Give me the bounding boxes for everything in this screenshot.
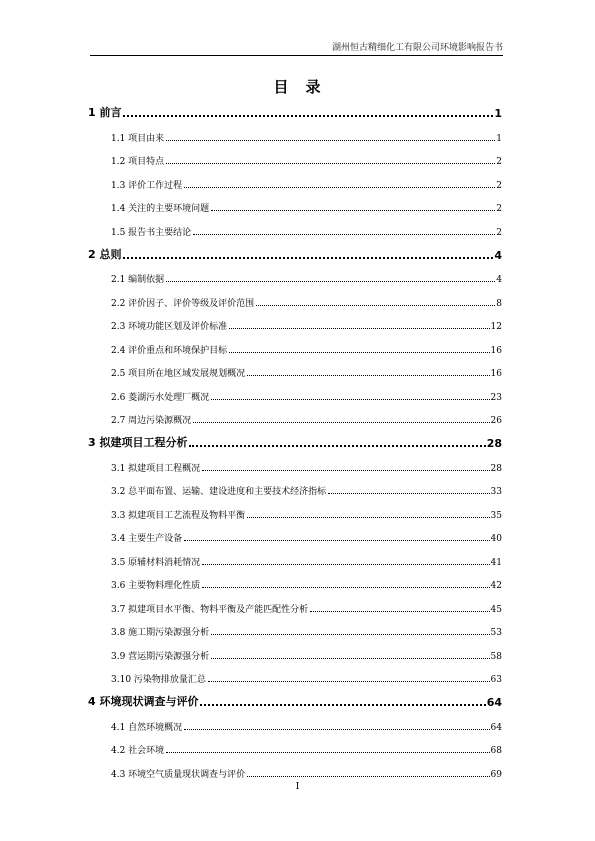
toc-entry-label: 3.4 主要生产设备 (111, 534, 183, 544)
toc-entry-page-number: 33 (490, 487, 502, 497)
toc-entry-label: 1.5 报告书主要结论 (111, 227, 192, 238)
toc-entry-label: 2.2 评价因子、评价等级及评价范围 (111, 298, 255, 309)
toc-section-entry[interactable] (88, 450, 502, 474)
toc-dot-leader (123, 115, 493, 117)
toc-entry-label: 3.9 营运期污染源强分析 (111, 651, 210, 662)
toc-entry-label: 3.8 施工期污染源强分析 (111, 628, 210, 638)
page-header (90, 40, 503, 56)
toc-section-entry[interactable] (88, 356, 502, 380)
toc-entry-page-number: 63 (490, 675, 502, 685)
toc-entry-label: 3.5 原辅材料消耗情况 (111, 557, 201, 568)
toc-dot-leader (202, 587, 489, 588)
toc-section-entry[interactable] (88, 379, 502, 403)
toc-entry-label: 3.6 主要物料理化性质 (111, 581, 201, 591)
toc-entry-label: 3.2 总平面布置、运输、建设进度和主要技术经济指标 (111, 487, 327, 497)
table-of-contents (88, 96, 502, 780)
toc-entry-page-number: 41 (490, 557, 502, 568)
toc-dot-leader (166, 140, 495, 141)
toc-dot-leader (328, 493, 489, 494)
toc-entry-page-number: 16 (490, 369, 502, 379)
toc-entry-label: 2.4 评价重点和环境保护目标 (111, 345, 228, 356)
toc-section-entry[interactable] (88, 144, 502, 168)
toc-dot-leader (123, 257, 493, 259)
toc-section-entry[interactable] (88, 591, 502, 615)
toc-entry-label: 1 前言 (88, 106, 122, 119)
toc-entry-page-number: 40 (490, 534, 502, 544)
toc-chapter-entry[interactable] (88, 426, 502, 450)
toc-entry-page-number: 45 (490, 604, 502, 615)
toc-entry-label: 2.1 编制依据 (111, 275, 165, 285)
toc-entry-page-number: 12 (490, 322, 502, 332)
toc-section-entry[interactable] (88, 332, 502, 356)
toc-section-entry[interactable] (88, 756, 502, 780)
toc-dot-leader (200, 704, 485, 706)
toc-dot-leader (193, 422, 489, 423)
toc-dot-leader (166, 163, 495, 164)
toc-dot-leader (247, 517, 489, 518)
toc-dot-leader (184, 540, 489, 541)
toc-dot-leader (193, 234, 495, 235)
toc-section-entry[interactable] (88, 544, 502, 568)
toc-section-entry[interactable] (88, 638, 502, 662)
toc-entry-label: 1.1 项目由来 (111, 133, 165, 144)
toc-section-entry[interactable] (88, 191, 502, 215)
page-footer (0, 782, 595, 792)
toc-chapter-entry[interactable] (88, 238, 502, 262)
toc-entry-label: 3 拟建项目工程分析 (88, 436, 188, 449)
toc-entry-label: 3.7 拟建项目水平衡、物料平衡及产能匹配性分析 (111, 604, 309, 615)
toc-entry-page-number: 16 (490, 345, 502, 356)
toc-entry-page-number: 42 (490, 581, 502, 591)
toc-dot-leader (211, 399, 489, 400)
toc-entry-page-number: 53 (490, 628, 502, 638)
toc-entry-label: 3.3 拟建项目工艺流程及物料平衡 (111, 510, 246, 521)
header-text: 湖州恒古精细化工有限公司环境影响报告书 (331, 43, 503, 53)
toc-dot-leader (247, 375, 489, 376)
toc-dot-leader (256, 305, 495, 306)
toc-entry-label: 2 总则 (88, 247, 122, 261)
toc-section-entry[interactable] (88, 474, 502, 498)
toc-entry-label: 2.5 项目所在地区域发展规划概况 (111, 369, 246, 379)
toc-entry-page-number: 8 (496, 298, 502, 309)
toc-dot-leader (202, 470, 489, 471)
toc-dot-leader (189, 445, 485, 447)
toc-entry-page-number: 28 (486, 437, 502, 450)
toc-entry-page-number: 58 (490, 651, 502, 662)
toc-section-entry[interactable] (88, 733, 502, 757)
toc-entry-page-number: 1 (494, 107, 502, 120)
toc-dot-leader (211, 658, 489, 659)
toc-section-entry[interactable] (88, 615, 502, 639)
toc-section-entry[interactable] (88, 309, 502, 333)
toc-entry-page-number: 26 (490, 416, 502, 426)
toc-section-entry[interactable] (88, 120, 502, 144)
toc-entry-page-number: 64 (490, 722, 502, 733)
toc-entry-page-number: 2 (496, 204, 502, 214)
toc-entry-label: 1.2 项目特点 (111, 157, 165, 167)
toc-entry-page-number: 2 (496, 157, 502, 167)
toc-dot-leader (211, 634, 489, 635)
toc-dot-leader (208, 681, 490, 682)
toc-entry-page-number: 4 (494, 248, 502, 262)
toc-entry-label: 4.2 社会环境 (111, 746, 165, 756)
toc-dot-leader (184, 729, 489, 730)
toc-section-entry[interactable] (88, 521, 502, 545)
toc-entry-label: 4.1 自然环境概况 (111, 722, 183, 733)
toc-entry-label: 2.7 周边污染源概况 (111, 416, 192, 426)
page-number: I (295, 782, 300, 792)
toc-section-entry[interactable] (88, 662, 502, 686)
toc-entry-page-number: 1 (496, 133, 502, 144)
toc-entry-label: 2.3 环境功能区划及评价标准 (111, 322, 228, 332)
toc-dot-leader (184, 187, 495, 188)
toc-section-entry[interactable] (88, 262, 502, 286)
toc-section-entry[interactable] (88, 214, 502, 238)
toc-dot-leader (247, 776, 489, 777)
toc-entry-label: 1.4 关注的主要环境问题 (111, 204, 210, 214)
toc-dot-leader (202, 564, 489, 565)
toc-entry-page-number: 64 (486, 696, 502, 709)
toc-section-entry[interactable] (88, 497, 502, 521)
toc-entry-label: 2.6 菱湖污水处理厂概况 (111, 392, 210, 403)
toc-section-entry[interactable] (88, 167, 502, 191)
toc-entry-label: 1.3 评价工作过程 (111, 180, 183, 191)
toc-chapter-entry[interactable] (88, 96, 502, 120)
toc-entry-label: 4.3 环境空气质量现状调查与评价 (111, 769, 246, 780)
toc-entry-page-number: 69 (490, 769, 502, 780)
toc-entry-page-number: 2 (496, 180, 502, 191)
toc-entry-page-number: 28 (490, 463, 502, 474)
toc-section-entry[interactable] (88, 709, 502, 733)
toc-entry-page-number: 4 (496, 275, 502, 285)
toc-dot-leader (229, 352, 489, 353)
toc-dot-leader (229, 328, 489, 329)
toc-entry-page-number: 2 (496, 227, 502, 238)
toc-dot-leader (166, 752, 489, 753)
toc-section-entry[interactable] (88, 285, 502, 309)
toc-entry-label: 4 环境现状调查与评价 (88, 695, 199, 708)
toc-section-entry[interactable] (88, 403, 502, 427)
toc-entry-page-number: 35 (490, 510, 502, 521)
toc-chapter-entry[interactable] (88, 685, 502, 709)
toc-dot-leader (310, 611, 489, 612)
toc-dot-leader (211, 210, 495, 211)
toc-entry-page-number: 23 (490, 392, 502, 403)
toc-dot-leader (166, 281, 495, 282)
toc-entry-label: 3.10 污染物排放量汇总 (111, 675, 206, 685)
page-title: 目 录 (273, 78, 322, 96)
toc-section-entry[interactable] (88, 568, 502, 592)
toc-entry-label: 3.1 拟建项目工程概况 (111, 463, 201, 474)
toc-entry-page-number: 68 (490, 746, 502, 756)
